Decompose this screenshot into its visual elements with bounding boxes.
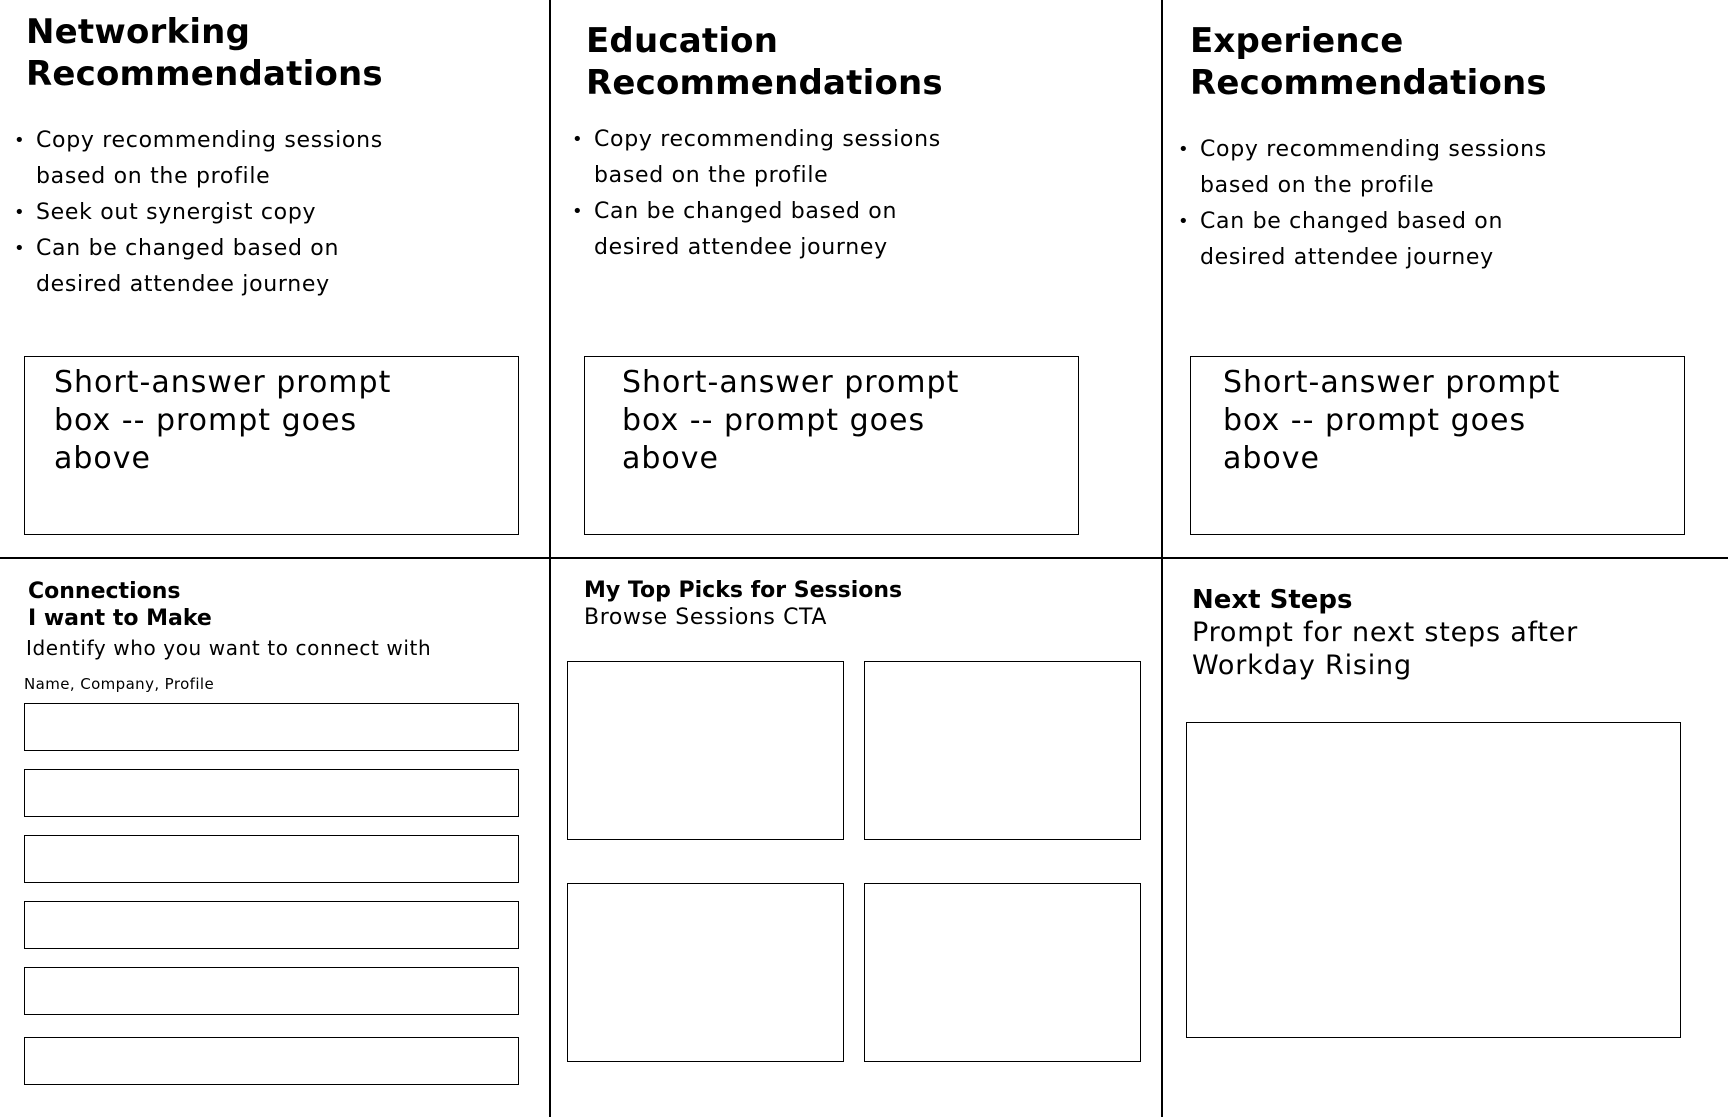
experience-title-line2: Recommendations: [1190, 63, 1547, 103]
education-title-line1: Education: [586, 21, 779, 61]
networking-prompt-text: Short-answer prompt box -- prompt goes above: [54, 365, 392, 476]
next-steps-answer-box[interactable]: [1186, 722, 1681, 1038]
bullet-item: • Copy recommending sessions based on the profile: [1178, 132, 1547, 204]
bullet-item: • Copy recommending sessions based on the profile: [14, 123, 383, 195]
bullet-item: • Copy recommending sessions based on the profile: [572, 122, 941, 194]
next-steps-prompt: Prompt for next steps after Workday Rising: [1192, 617, 1579, 681]
connections-title-line2: I want to Make: [28, 606, 212, 631]
bullet-item: • Can be changed based on desired attendee journey: [1178, 204, 1547, 276]
connections-subtitle: Identify who you want to connect with: [26, 636, 432, 660]
experience-title: [1190, 20, 1547, 104]
session-pick-card[interactable]: [864, 661, 1141, 840]
connection-input[interactable]: [24, 1037, 519, 1085]
top-picks-title: My Top Picks for Sessions: [584, 578, 903, 603]
connection-input[interactable]: [24, 967, 519, 1015]
networking-prompt-box[interactable]: [24, 356, 519, 535]
networking-title-line1: Networking: [26, 12, 251, 52]
experience-prompt-box[interactable]: [1190, 356, 1685, 535]
education-title-line2: Recommendations: [586, 63, 943, 103]
bullet-item: • Can be changed based on desired attendee journey: [14, 231, 383, 303]
bullet-item: • Can be changed based on desired attendee journey: [572, 194, 941, 266]
next-steps-title: Next Steps: [1192, 585, 1353, 615]
networking-title-line2: Recommendations: [26, 54, 383, 94]
education-bullet-list: [572, 122, 941, 266]
networking-bullet-list: [14, 123, 383, 303]
horizontal-divider: [0, 557, 1728, 559]
connection-input[interactable]: [24, 769, 519, 817]
networking-title: [26, 11, 383, 95]
connections-field-label: Name, Company, Profile: [24, 675, 215, 693]
experience-title-line1: Experience: [1190, 21, 1404, 61]
education-prompt-box[interactable]: [584, 356, 1079, 535]
session-pick-card[interactable]: [567, 883, 844, 1062]
experience-prompt-text: Short-answer prompt box -- prompt goes above: [1223, 365, 1561, 476]
education-prompt-text: Short-answer prompt box -- prompt goes above: [622, 365, 960, 476]
browse-sessions-cta[interactable]: Browse Sessions CTA: [584, 605, 828, 630]
session-pick-card[interactable]: [864, 883, 1141, 1062]
education-title: [586, 20, 943, 104]
connection-input[interactable]: [24, 703, 519, 751]
connection-input[interactable]: [24, 835, 519, 883]
connections-title: [28, 578, 212, 632]
connection-input[interactable]: [24, 901, 519, 949]
bullet-item: • Seek out synergist copy: [14, 195, 383, 231]
experience-bullet-list: [1178, 132, 1547, 276]
connections-title-line1: Connections: [28, 579, 181, 604]
session-pick-card[interactable]: [567, 661, 844, 840]
